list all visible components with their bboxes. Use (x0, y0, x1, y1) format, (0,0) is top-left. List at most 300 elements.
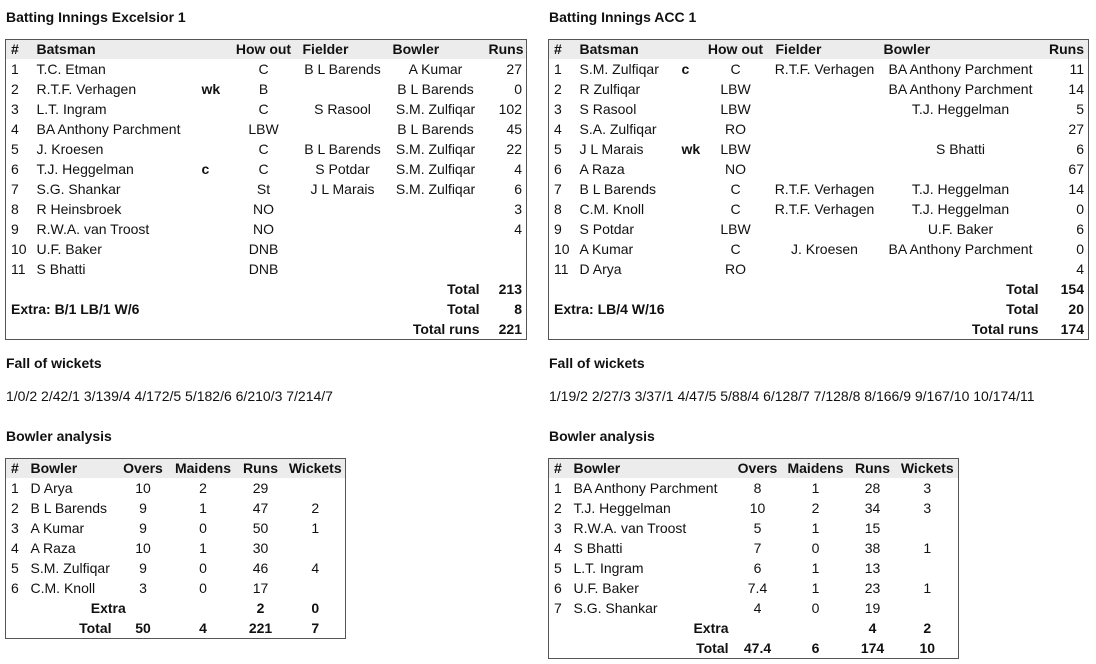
excelsior-bowling-body (6, 478, 346, 598)
total-runs-label: Total runs (971, 321, 1039, 337)
cell-fielder: S Rasool (314, 101, 371, 117)
cell-role (677, 199, 701, 219)
batting-total-row (6, 279, 527, 299)
cell-runs: 30 (252, 540, 269, 556)
cell-name: C.M. Knoll (579, 201, 645, 217)
cell-runs (484, 239, 527, 259)
cell-role (677, 259, 701, 279)
cell-bowler: T.J. Heggelman (911, 101, 1010, 117)
bowling-extra-row (6, 598, 346, 618)
cell-runs: 29 (252, 480, 269, 496)
col-number: # (6, 459, 26, 479)
cell-bowler: S.M. Zulfiqar (395, 141, 476, 157)
cell-n: 7 (554, 181, 562, 197)
cell-overs: 8 (753, 480, 762, 496)
bowler-row (6, 518, 346, 538)
cell-n: 3 (554, 101, 562, 117)
cell-fielder (771, 79, 879, 99)
cell-wkts: 4 (311, 560, 320, 576)
cell-role: c (681, 61, 690, 77)
cell-how: St (256, 181, 271, 197)
acc-bowling-title: Bowler analysis (549, 428, 655, 444)
cell-maidens: 1 (811, 480, 820, 496)
total-value: 154 (1060, 281, 1084, 297)
cell-bowler: BA Anthony Parchment (888, 241, 1033, 257)
cell-role (197, 99, 230, 119)
col-bowler: Bowler (879, 40, 1043, 60)
bowler-row (549, 598, 959, 618)
bowler-row (549, 578, 959, 598)
cell-name: J L Marais (579, 141, 644, 157)
excelsior-fow-text: 1/0/2 2/42/1 3/139/4 4/172/5 5/182/6 6/210/3 7/214/7 (6, 388, 333, 404)
batsman-row (549, 119, 1089, 139)
cell-name: S Bhatti (36, 261, 86, 277)
total-runs-row (6, 319, 527, 340)
cell-runs: 23 (864, 580, 881, 596)
cell-fielder: J. Kroesen (791, 241, 858, 257)
cell-how: NO (253, 221, 274, 237)
excelsior-bowling-table (5, 458, 346, 639)
cell-n: 2 (554, 500, 562, 516)
cell-runs: 34 (864, 500, 881, 516)
cell-wkts (286, 578, 346, 598)
cell-name: S.A. Zulfiqar (579, 121, 657, 137)
cell-role (197, 119, 230, 139)
cell-wkts: 1 (923, 540, 932, 556)
cell-fielder: R.T.F. Verhagen (774, 61, 875, 77)
total-label: Total (1006, 281, 1039, 297)
cell-how: NO (725, 161, 746, 177)
cell-runs: 19 (864, 600, 881, 616)
cell-maidens: 0 (811, 540, 820, 556)
cell-overs: 10 (135, 480, 151, 496)
blank-cell (171, 598, 236, 618)
cell-overs: 4 (753, 600, 762, 616)
cell-runs: 45 (506, 121, 522, 137)
cell-name: R Heinsbroek (36, 201, 122, 217)
cell-maidens: 1 (811, 580, 820, 596)
cell-fielder (771, 119, 879, 139)
cell-name: S Bhatti (573, 540, 623, 556)
col-how-out: How out (701, 40, 771, 60)
acc-bowling-table (548, 458, 959, 659)
bowling-extra-wickets: 2 (923, 620, 932, 636)
total-runs-value: 221 (498, 321, 522, 337)
cell-runs: 47 (252, 500, 269, 516)
bowling-extra-row (549, 618, 959, 638)
cell-runs: 50 (252, 520, 269, 536)
cell-name: A Kumar (30, 520, 85, 536)
cell-maidens: 2 (199, 480, 207, 496)
cell-overs: 6 (753, 560, 762, 576)
col-number: # (549, 40, 575, 60)
col-number: # (6, 40, 32, 60)
cell-bowler: S.M. Zulfiqar (395, 101, 476, 117)
cell-name: R.W.A. van Troost (36, 221, 150, 237)
excelsior-batting-body (6, 59, 527, 279)
cell-fielder: S Potdar (315, 161, 370, 177)
cell-name: A Raza (30, 540, 76, 556)
cell-how: C (730, 241, 741, 257)
cell-overs: 7 (753, 540, 762, 556)
cell-role: wk (681, 141, 701, 157)
cell-how: RO (725, 121, 746, 137)
batsman-row (6, 179, 527, 199)
cell-fielder (771, 139, 879, 159)
cell-runs: 38 (864, 540, 881, 556)
cell-overs: 3 (139, 580, 147, 596)
cell-fielder (771, 99, 879, 119)
batsman-row (6, 139, 527, 159)
cell-how: C (258, 141, 269, 157)
cell-runs: 4 (514, 161, 522, 177)
cell-runs: 0 (514, 81, 522, 97)
cell-runs: 4 (514, 221, 522, 237)
batting-header-row (549, 40, 1089, 60)
cell-how: C (730, 181, 741, 197)
extras-row (549, 299, 1089, 319)
extras-text: Extra: B/1 LB/1 W/6 (11, 301, 140, 317)
total-runs-value: 174 (1060, 321, 1084, 337)
bowling-total-maidens: 6 (811, 640, 820, 656)
cell-overs: 10 (135, 540, 151, 556)
col-bowler: Bowler (26, 459, 116, 479)
cell-name: S.G. Shankar (573, 600, 658, 616)
cell-runs (484, 259, 527, 279)
cell-fielder (771, 259, 879, 279)
cell-runs: 6 (1076, 141, 1084, 157)
cell-bowler: S.M. Zulfiqar (395, 161, 476, 177)
cell-wkts (897, 598, 959, 618)
cell-how: LBW (720, 101, 751, 117)
cell-runs: 14 (1068, 81, 1084, 97)
cell-name: BA Anthony Parchment (36, 121, 181, 137)
batsman-row (549, 199, 1089, 219)
cell-name: B L Barends (579, 181, 657, 197)
cell-how: LBW (720, 141, 751, 157)
cell-fielder (298, 219, 388, 239)
cell-bowler: S Bhatti (935, 141, 986, 157)
cell-bowler: T.J. Heggelman (911, 201, 1010, 217)
total-runs-label: Total runs (412, 321, 480, 337)
cell-runs: 6 (514, 181, 522, 197)
bowling-header-row (549, 459, 959, 479)
cell-n: 4 (11, 540, 19, 556)
cell-fielder (298, 239, 388, 259)
cell-maidens: 1 (199, 540, 207, 556)
cell-n: 2 (554, 81, 562, 97)
cell-maidens: 1 (199, 500, 207, 516)
cell-role (197, 179, 230, 199)
cell-fielder (771, 159, 879, 179)
cell-maidens: 0 (199, 560, 207, 576)
cell-n: 9 (554, 221, 562, 237)
col-wickets: Wickets (286, 459, 346, 479)
cell-n: 7 (11, 181, 19, 197)
col-runs: Runs (484, 40, 527, 60)
cell-overs: 10 (749, 500, 766, 516)
cell-how: LBW (720, 81, 751, 97)
cell-wkts: 3 (923, 480, 932, 496)
cell-runs: 11 (1069, 61, 1084, 77)
cell-runs: 17 (252, 580, 269, 596)
cell-role: c (201, 161, 210, 177)
extras-total-value: 8 (514, 301, 522, 317)
cell-name: T.J. Heggelman (36, 161, 134, 177)
cell-role (197, 59, 230, 79)
cell-how: DNB (248, 261, 279, 277)
cell-wkts (897, 558, 959, 578)
cell-name: T.J. Heggelman (573, 500, 671, 516)
cell-bowler: T.J. Heggelman (911, 181, 1010, 197)
bowler-row (549, 558, 959, 578)
cell-runs: 27 (506, 61, 522, 77)
cell-fielder (298, 199, 388, 219)
bowler-row (549, 538, 959, 558)
bowler-row (6, 558, 346, 578)
col-role (197, 40, 230, 60)
batsman-row (6, 199, 527, 219)
bowling-extra-runs: 4 (868, 620, 877, 636)
cell-bowler (388, 239, 484, 259)
cell-n: 1 (11, 61, 19, 77)
bowler-row (549, 518, 959, 538)
cell-n: 7 (554, 600, 562, 616)
cell-role (197, 259, 230, 279)
cell-bowler (388, 259, 484, 279)
total-runs-row (549, 319, 1089, 340)
extras-total-label: Total (1006, 301, 1039, 317)
cell-bowler (388, 219, 484, 239)
blank-cell (783, 618, 849, 638)
col-overs: Overs (116, 459, 171, 479)
cell-n: 6 (11, 161, 19, 177)
cell-overs: 7.4 (747, 580, 768, 596)
cell-runs: 3 (514, 201, 522, 217)
batsman-row (6, 159, 527, 179)
cell-n: 1 (11, 480, 19, 496)
cell-wkts: 2 (311, 500, 320, 516)
cell-n: 5 (554, 141, 562, 157)
cell-runs: 0 (1076, 241, 1084, 257)
cell-maidens: 2 (811, 500, 820, 516)
cell-role: wk (201, 81, 221, 97)
cell-role (677, 119, 701, 139)
cell-name: L.T. Ingram (573, 560, 644, 576)
batsman-row (549, 239, 1089, 259)
bowling-total-row (549, 638, 959, 659)
cell-bowler: U.F. Baker (927, 221, 994, 237)
blank-cell (733, 618, 783, 638)
cell-bowler: B L Barends (397, 81, 474, 97)
cell-wkts: 3 (923, 500, 932, 516)
cell-n: 6 (554, 161, 562, 177)
cell-role (677, 99, 701, 119)
cell-name: J. Kroesen (36, 141, 104, 157)
cell-n: 2 (11, 500, 19, 516)
total-value: 213 (498, 281, 522, 297)
cell-name: R.T.F. Verhagen (36, 81, 137, 97)
cell-name: C.M. Knoll (30, 580, 96, 596)
cell-how: RO (725, 261, 746, 277)
cell-n: 8 (11, 201, 19, 217)
cell-role (197, 199, 230, 219)
cell-overs: 9 (139, 520, 147, 536)
batsman-row (6, 79, 527, 99)
col-how-out: How out (230, 40, 298, 60)
batsman-row (6, 219, 527, 239)
cell-runs: 102 (498, 101, 522, 117)
cell-n: 9 (11, 221, 19, 237)
cell-role (197, 239, 230, 259)
cell-n: 1 (554, 480, 562, 496)
excelsior-fow-title: Fall of wickets (6, 355, 102, 371)
bowling-total-label: Total (696, 640, 729, 656)
col-batsman: Batsman (575, 40, 677, 60)
cell-name: S.G. Shankar (36, 181, 121, 197)
cell-n: 11 (554, 261, 569, 277)
cell-maidens: 1 (811, 520, 820, 536)
cell-fielder (771, 219, 879, 239)
cell-how: LBW (720, 221, 751, 237)
cell-fielder: J L Marais (310, 181, 375, 197)
bowling-total-maidens: 4 (199, 620, 207, 636)
cell-name: S Rasool (579, 101, 637, 117)
batsman-row (6, 119, 527, 139)
cell-wkts (897, 518, 959, 538)
extras-text: Extra: LB/4 W/16 (554, 301, 665, 317)
cell-bowler: BA Anthony Parchment (888, 81, 1033, 97)
bowling-total-runs: 221 (248, 620, 273, 636)
cell-name: S.M. Zulfiqar (579, 61, 659, 77)
cell-maidens: 1 (811, 560, 820, 576)
batsman-row (549, 159, 1089, 179)
extras-row (6, 299, 527, 319)
bowler-row (549, 498, 959, 518)
cell-n: 3 (11, 520, 19, 536)
bowling-extra-label: Extra (693, 620, 729, 636)
bowler-row (549, 478, 959, 498)
cell-runs: 46 (252, 560, 269, 576)
cell-n: 6 (554, 580, 562, 596)
cell-name: BA Anthony Parchment (573, 480, 718, 496)
cell-n: 4 (11, 121, 19, 137)
batting-header-row (6, 40, 527, 60)
acc-bowling-body (549, 478, 959, 618)
col-wickets: Wickets (897, 459, 959, 479)
excelsior-batting-table (5, 39, 527, 340)
cell-how: C (258, 161, 269, 177)
batting-total-row (549, 279, 1089, 299)
batsman-row (6, 59, 527, 79)
batsman-row (549, 259, 1089, 279)
cell-n: 4 (554, 121, 562, 137)
batsman-row (549, 139, 1089, 159)
cell-overs: 9 (139, 500, 147, 516)
cell-wkts (286, 538, 346, 558)
bowling-extra-wickets: 0 (311, 600, 320, 616)
col-bowler: Bowler (388, 40, 484, 60)
cell-role (677, 239, 701, 259)
cell-fielder (298, 119, 388, 139)
cell-runs: 67 (1068, 161, 1084, 177)
cell-bowler: BA Anthony Parchment (888, 61, 1033, 77)
cell-name: L.T. Ingram (36, 101, 107, 117)
bowling-total-runs: 174 (860, 640, 885, 656)
batsman-row (6, 239, 527, 259)
cell-role (677, 219, 701, 239)
cell-role (677, 179, 701, 199)
excelsior-bowling-title: Bowler analysis (6, 428, 112, 444)
acc-batting-body (549, 59, 1089, 279)
cell-how: C (258, 101, 269, 117)
col-number: # (549, 459, 569, 479)
bowler-row (6, 578, 346, 598)
col-batsman: Batsman (32, 40, 197, 60)
cell-name: U.F. Baker (36, 241, 102, 257)
cell-name: T.C. Etman (36, 61, 106, 77)
col-runs: Runs (236, 459, 286, 479)
bowling-total-wickets: 7 (311, 620, 320, 636)
cell-fielder: R.T.F. Verhagen (774, 181, 875, 197)
bowling-total-row (6, 618, 346, 639)
cell-name: U.F. Baker (573, 580, 639, 596)
cell-how: C (730, 201, 741, 217)
cell-role (197, 219, 230, 239)
cell-wkts: 1 (311, 520, 320, 536)
bowler-row (6, 478, 346, 498)
cell-how: LBW (248, 121, 279, 137)
cell-name: D Arya (579, 261, 622, 277)
cell-n: 2 (11, 81, 19, 97)
cell-n: 3 (554, 520, 562, 536)
bowling-extra-runs: 2 (256, 600, 265, 616)
col-maidens: Maidens (171, 459, 236, 479)
cell-overs: 9 (139, 560, 147, 576)
total-label: Total (447, 281, 480, 297)
bowling-header-row (6, 459, 346, 479)
bowling-total-wickets: 10 (919, 640, 936, 656)
cell-name: B L Barends (30, 500, 108, 516)
cell-runs: 28 (864, 480, 881, 496)
cell-runs: 22 (506, 141, 522, 157)
cell-wkts (286, 478, 346, 498)
cell-n: 10 (11, 241, 27, 257)
cell-bowler: A Kumar (408, 61, 463, 77)
col-maidens: Maidens (783, 459, 849, 479)
cell-n: 3 (11, 101, 19, 117)
cell-runs: 6 (1076, 221, 1084, 237)
cell-runs: 13 (864, 560, 881, 576)
cell-runs: 15 (864, 520, 881, 536)
cell-n: 1 (554, 61, 562, 77)
cell-how: B (258, 81, 269, 97)
cell-runs: 27 (1068, 121, 1084, 137)
cell-n: 5 (11, 141, 19, 157)
extras-total-value: 20 (1068, 301, 1084, 317)
cell-bowler (879, 159, 1043, 179)
cell-n: 5 (11, 560, 19, 576)
cell-name: R.W.A. van Troost (573, 520, 687, 536)
cell-fielder (298, 259, 388, 279)
batsman-row (549, 219, 1089, 239)
cell-n: 4 (554, 540, 562, 556)
col-overs: Overs (733, 459, 783, 479)
col-fielder: Fielder (771, 40, 879, 60)
cell-wkts: 1 (923, 580, 932, 596)
cell-n: 11 (11, 261, 26, 277)
cell-runs: 4 (1076, 261, 1084, 277)
